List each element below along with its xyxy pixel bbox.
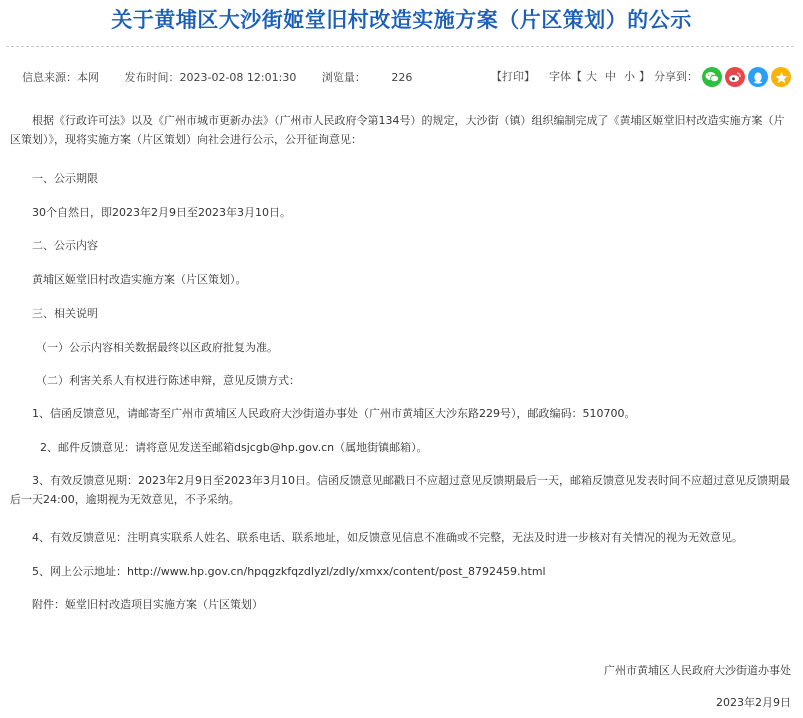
article-tools [485,66,791,88]
feedback-item-4: 4、有效反馈意见：注明真实联系人姓名、联系电话、联系地址，如反馈意见信息不准确或不完整，无法及时进一步核对有关情况的视为无效意见。 [32,531,743,544]
note-1: （一）公示内容相关数据最终以区政府批复为准。 [36,341,278,354]
footer-org: 广州市黄埔区人民政府大沙街道办事处 [604,664,791,677]
qzone-icon[interactable] [771,67,791,87]
font-small-button[interactable]: 小 [624,70,635,83]
feedback-item-2: 2、邮件反馈意见：请将意见发送至邮箱dsjcgb@hp.gov.cn（属地街镇邮箱）。 [40,441,428,454]
print-button[interactable]: 【打印】 [491,70,535,83]
font-size-close: 】 [639,70,650,83]
section-1-title: 一、公示期限 [32,172,98,185]
article-meta [22,68,416,88]
section-2-title: 二、公示内容 [32,239,98,252]
section-2-body: 黄埔区姬堂旧村改造实施方案（片区策划）。 [32,273,247,286]
feedback-item-5-url[interactable]: 5、网上公示地址：http://www.hp.gov.cn/hpqgzkfqzdlyzl/zdly/xmxx/content/post_8792459.html [32,565,546,578]
wechat-icon[interactable] [702,67,722,87]
info-source: 信息来源：本网 [22,71,99,84]
share-label: 分享到： [654,70,698,83]
weibo-icon[interactable] [725,67,745,87]
feedback-item-1: 1、信函反馈意见，请邮寄至广州市黄埔区人民政府大沙街道办事处（广州市黄埔区大沙东路229号），邮政编码：510700。 [32,407,636,420]
intro-paragraph: 根据《行政许可法》以及《广州市城市更新办法》（广州市人民政府令第134号）的规定，大沙街（镇）组织编制完成了《黄埔区姬堂旧村改造实施方案（片区策划）》，现将实施方案（片区策划）向社会进行公示，公开征询意见： [10,114,785,146]
font-size-label: 字体【 [549,70,582,83]
attachment-link[interactable]: 附件：姬堂旧村改造项目实施方案（片区策划） [32,598,263,611]
views-label: 浏览量： [321,71,366,84]
note-2: （二）利害关系人有权进行陈述申辩，意见反馈方式： [36,374,300,387]
page-title: 关于黄埔区大沙街姬堂旧村改造实施方案（片区策划）的公示 [111,8,692,32]
title-divider [6,46,794,47]
font-large-button[interactable]: 大 [586,70,597,83]
section-3-title: 三、相关说明 [32,307,98,320]
views-count: 226 [391,71,413,84]
footer-date: 2023年2月9日 [716,696,791,709]
publish-time: 发布时间：2023-02-08 12:01:30 [124,71,297,84]
share-icons [702,67,791,87]
feedback-item-3: 3、有效反馈意见期：2023年2月9日至2023年3月10日。信函反馈意见邮戳日不应超过意见反馈期最后一天，邮箱反馈意见发表时间不应超过意见反馈期最后一天24:00，逾期视为无效意见，不予采纳。 [10,474,790,506]
section-1-body: 30个自然日，即2023年2月9日至2023年3月10日。 [32,206,291,219]
font-medium-button[interactable]: 中 [605,70,616,83]
qq-icon[interactable] [748,67,768,87]
